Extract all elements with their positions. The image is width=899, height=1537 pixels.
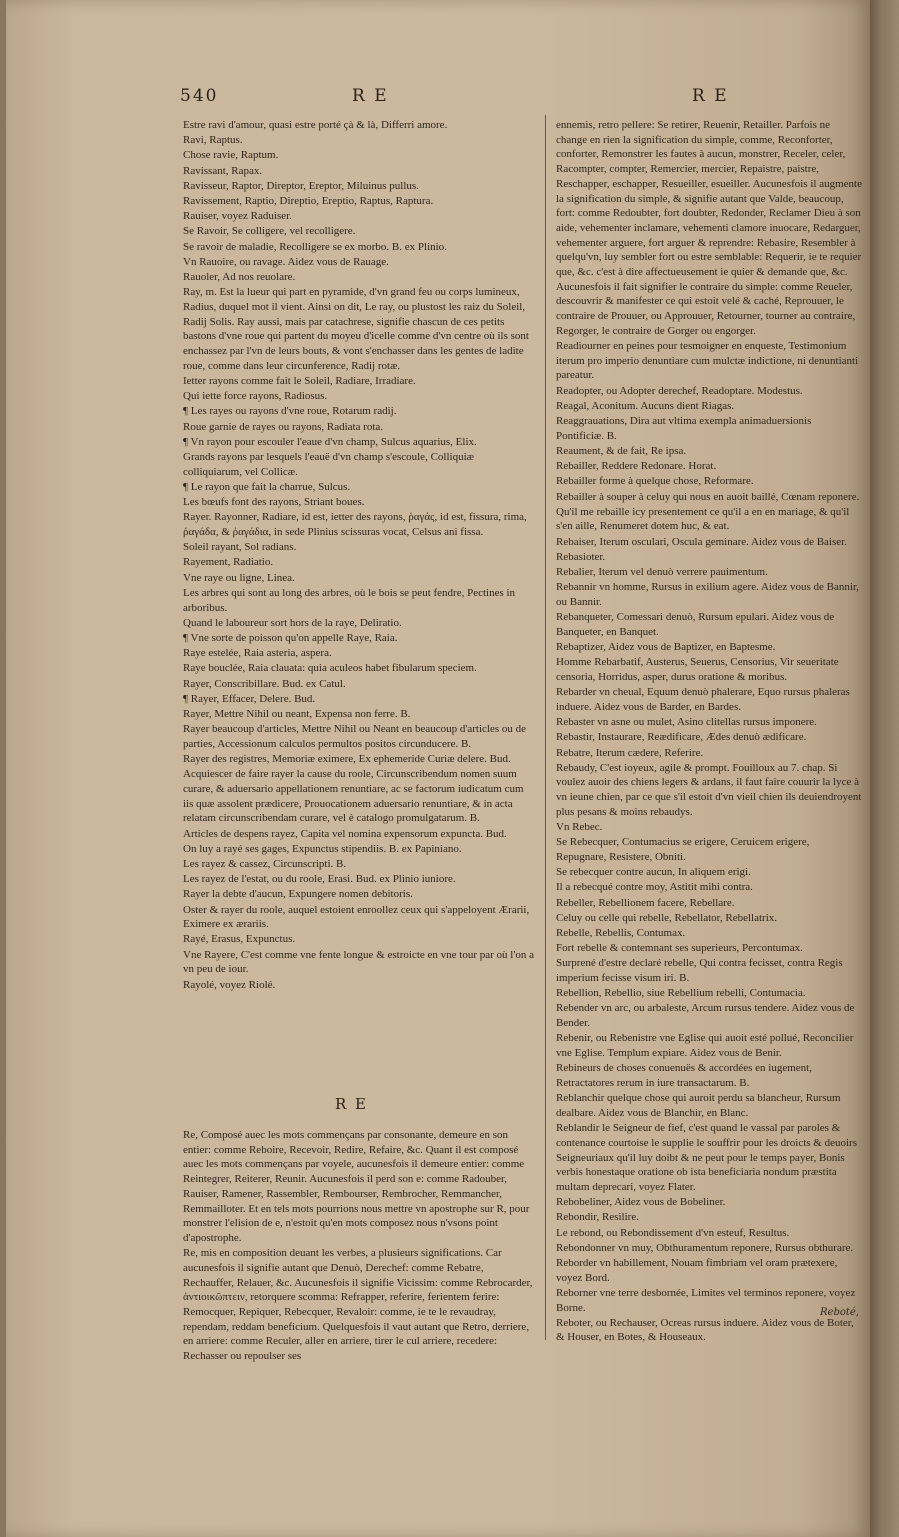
- dictionary-entry: Les bœufs font des rayons, Striant boues.: [183, 496, 365, 509]
- dictionary-entry: Oster & rayer du roole, auquel estoient enroollez ceux qui s'appeloyent Ærarii, Eximere ex ærariis.: [183, 903, 530, 931]
- dictionary-entry: Reborder vn habillement, Nouam fimbriam vel oram prætexere, voyez Bord.: [556, 1256, 838, 1284]
- dictionary-entry: Readopter, ou Adopter derechef, Readoptare. Modestus.: [556, 384, 803, 397]
- dictionary-entry: Rebarder vn cheual, Equum denuò phalerare, Equo rursus phaleras induere. Aidez vous de Barder, en Bardes.: [556, 686, 850, 713]
- dictionary-entry: ¶ Vn rayon pour escouler l'eaue d'vn champ, Sulcus aquarius, Elix.: [183, 435, 477, 448]
- dictionary-entry: Rauoler, Ad nos reuolare.: [183, 271, 296, 284]
- dictionary-entry: Roue garnie de rayes ou rayons, Radiata rota.: [183, 420, 384, 433]
- dictionary-entry: Rebondir, Resilire.: [556, 1211, 639, 1224]
- dictionary-entry: Homme Rebarbatif, Austerus, Seuerus, Censorius, Vir seueritate censoria, Horridus, asper, durus oratione & moribus.: [556, 656, 839, 684]
- dictionary-entry: Rebender vn arc, ou arbaleste, Arcum rursus tendere. Aidez vous de Bender.: [556, 1002, 855, 1030]
- dictionary-entry: Re, Composé auec les mots commençans par consonante, demeure en son entier: comme Reboire, Recevoir, Redire, Refaire, &c. Quant il est composé auec les mots commençans par voyele, aucunesfois il demeure entier: comme Reintegrer, Reiterer, Reunir. Aucunesfois il perd son e: comme Radouber, Rauiser, Ramener, Rassembler, Rembourser, Rembrocher, Remmancher, Remmailloter. Et en tels mots pourrions nous mettre vn apostrophe sur R, pour monstrer l'elision de e, n'estoit qu'en mots composez nous n'vsons point d'apostrophe.: [183, 1129, 530, 1244]
- dictionary-entry: Rebellion, Rebellio, siue Rebellium rebelli, Contumacia.: [556, 987, 806, 1000]
- dictionary-entry: Reaument, & de fait, Re ipsa.: [556, 444, 687, 457]
- dictionary-entry: Surprené d'estre declaré rebelle, Qui contra fecisset, contra Regis imperium fecisse visum iri. B.: [556, 957, 843, 985]
- dictionary-entry: Se Ravoir, Se colligere, vel recolligere.: [183, 225, 356, 238]
- dictionary-entry: Ravissant, Rapax.: [183, 164, 263, 177]
- dictionary-entry: Vn Rebec.: [556, 821, 603, 834]
- dictionary-entry: Rebailler, Reddere Redonare. Horat.: [556, 460, 717, 473]
- dictionary-entry: ¶ Le rayon que fait la charrue, Sulcus.: [183, 480, 351, 493]
- dictionary-entry: Chose ravie, Raptum.: [183, 149, 279, 162]
- dictionary-entry: ¶ Vne sorte de poisson qu'on appelle Raye, Raia.: [183, 631, 398, 644]
- catchword: Reboté,: [820, 1307, 859, 1318]
- dictionary-entry: Qui iette force rayons, Radiosus.: [183, 390, 328, 403]
- dictionary-entry: Fort rebelle & contemnant ses superieurs, Percontumax.: [556, 942, 803, 955]
- dictionary-entry: Se ravoir de maladie, Recolligere se ex morbo. B. ex Plinio.: [183, 240, 447, 253]
- dictionary-entry: Rebailler à souper à celuy qui nous en auoit baillé, Cœnam reponere.: [556, 490, 860, 503]
- dictionary-entry: ¶ Les rayes ou rayons d'vne roue, Rotarum radij.: [183, 405, 397, 418]
- dictionary-entry: Rebailler forme à quelque chose, Reformare.: [556, 475, 754, 488]
- dictionary-entry: Rebaudy, C'est ioyeux, agile & prompt. Fouilloux au 7. chap. Si voulez auoir des chiens legers & ardans, il faut faire couurir la lyce à vn ieune chien, par ce que s'il estoit d'vn vieil chien ils deuiendroyent plus pesans & moins rebaudys.: [556, 761, 862, 818]
- dictionary-entry: Les rayez de l'estat, ou du roole, Erasi. Bud. ex Plinio iuniore.: [183, 873, 456, 886]
- dictionary-entry: Rebastir, Instaurare, Reædificare, Ædes denuò ædificare.: [556, 731, 807, 744]
- dictionary-entry: Reborner vne terre desbornée, Limites vel terminos reponere, voyez Borne.: [556, 1286, 856, 1314]
- dictionary-entry: Acquiescer de faire rayer la cause du roole, Circunscribendum nomen suum curare, & aduersario appellationem renuntiare, ac se factorum iudicatum cum iis quæ assolent prædicere, Prouocationem aduersario renuntiare, & in acta relatam circunscribendam curare, vel è catalogo promulgatarum. B.: [183, 768, 524, 825]
- dictionary-entry: Se rebecquer contre aucun, In aliquem erigi.: [556, 866, 751, 879]
- dictionary-entry: Rebasioter.: [556, 550, 606, 563]
- dictionary-entry: Rebaiser, Iterum osculari, Oscula geminare. Aidez vous de Baiser.: [556, 535, 847, 548]
- left-running-head: R E: [352, 86, 389, 106]
- dictionary-entry: Rayer. Rayonner, Radiare, id est, ietter des rayons, ῥαγάς, id est, fissura, rima, ῥαγάδα, & ῥαγάδια, in sede Plinius scissuras vocat, Celsus ani fissa.: [183, 511, 527, 538]
- dictionary-entry: Ietter rayons comme fait le Soleil, Radiare, Irradiare.: [183, 374, 416, 387]
- dictionary-entry: Rayer la debte d'aucun, Expungere nomen debitoris.: [183, 888, 413, 901]
- dictionary-entry: Se Rebecquer, Contumacius se erigere, Ceruicem erigere, Repugnare, Resistere, Obniti.: [556, 836, 810, 863]
- dictionary-entry: Qu'il me rebaille icy presentement ce qu'il a en en mariage, & qu'il s'en aille, Renumeret dotem huc, & eat.: [556, 505, 850, 533]
- dictionary-entry: Articles de despens rayez, Capita vel nomina expensorum expuncta. Bud.: [183, 827, 507, 840]
- left-column: [183, 118, 535, 1088]
- dictionary-entry: Rebalier, Iterum vel denuò verrere pauimentum.: [556, 566, 768, 579]
- dictionary-entry: Rebaptizer, Aidez vous de Baptizer, en Baptesme.: [556, 641, 776, 654]
- dictionary-entry: Reblanchir quelque chose qui auroit perdu sa blancheur, Rursum dealbare. Aidez vous de Blanchir, en Blanc.: [556, 1092, 841, 1119]
- dictionary-entry: Les rayez & cassez, Circunscripti. B.: [183, 857, 347, 870]
- dictionary-entry: Grands rayons par lesquels l'eauë d'vn champ s'escoule, Colliquiæ colliquiarum, vel Collicæ.: [183, 450, 474, 478]
- dictionary-entry: Raye estelée, Raia asteria, aspera.: [183, 647, 332, 660]
- dictionary-entry: Rebanqueter, Comessari denuò, Rursum epulari. Aidez vous de Banqueter, en Banquet.: [556, 611, 835, 638]
- dictionary-entry: Rayolé, voyez Riolé.: [183, 978, 276, 991]
- dictionary-entry: Reblandir le Seigneur de fief, c'est quand le vassal par paroles & contenance courtoise le supplie le souffrir pour les droicts & deuoirs Seigneuriaux qu'il luy doibt & ne peut pour le temps payer, Bonis verbis honestaque oratione ob ista beneficiaria nondum præstita multam deprecari, voyez Flater.: [556, 1122, 857, 1193]
- dictionary-entry: Rebineurs de choses conuenuës & accordées en iugement, Retractatores rerum in iure transactarum. B.: [556, 1062, 812, 1089]
- dictionary-entry: Estre ravi d'amour, quasi estre porté çà & là, Differri amore.: [183, 119, 448, 131]
- dictionary-entry: Reboter, ou Rechauser, Ocreas rursus induere. Aidez vous de Boter, & Houser, en Botes, & Houseaux.: [556, 1316, 854, 1344]
- dictionary-entry: Rebatre, Iterum cædere, Referire.: [556, 746, 704, 759]
- left-section-entries: [183, 1128, 535, 1363]
- dictionary-entry: Rauiser, voyez Raduiser.: [183, 210, 292, 223]
- dictionary-entry: Ray, m. Est la lueur qui part en pyramide, d'vn grand feu ou corps lumineux, Radius, duquel mot il vient. Ainsi on dit, Le ray, ou plustost les raiz du Soleil, Radij Solis. Ray aussi, mais par catachrese, signifie chascun de ces petits bastons d'vne roue qui partent du moyeu d'icelle comme d'vn centre où ils sont enchassez par l'vn de leurs bouts, & vont s'enchasser dans les gentes de ladite roue, comme dans leur circunference, Radij rotæ.: [183, 286, 529, 372]
- dictionary-entry: Vn Rauoire, ou ravage. Aidez vous de Rauage.: [183, 255, 389, 268]
- dictionary-entry: On luy a rayé ses gages, Expunctus stipendiis. B. ex Papiniano.: [183, 842, 462, 855]
- dictionary-entry: Celuy ou celle qui rebelle, Rebellator, Rebellatrix.: [556, 911, 778, 924]
- dictionary-entry: Rebelle, Rebellis, Contumax.: [556, 926, 686, 939]
- dictionary-entry: Reaggrauations, Dira aut vltima exempla animaduersionis Pontificiæ. B.: [556, 415, 812, 442]
- column-rule: [545, 115, 546, 1340]
- page-edge: [870, 0, 899, 1537]
- dictionary-entry: Soleil rayant, Sol radians.: [183, 541, 297, 554]
- dictionary-entry: Il a rebecqué contre moy, Astitit mihi contra.: [556, 881, 753, 894]
- dictionary-entry: Re, mis en composition deuant les verbes, a plusieurs significations. Car aucunesfois il signifie autant que Denuò, Derechef: comme Rebatre, Rechauffer, Relauer, &c. Aucunesfois il signifie Vicissim: comme Rebrocarder, ἀντιοικῶπτειν, retorquere scomma: Refrapper, referire, ferientem ferire: Remocquer, Repiquer, Rebecquer, Revaloir: comme, ie te le revaudray, rependam, reddam beneficium. Quelquesfois il vaut autant que Retro, derriere, en arriere: comme Reculer, aller en arriere, tirer le cul arriere, recedere: Rechasser ou repoulser ses: [183, 1247, 533, 1363]
- right-running-head: R E: [692, 86, 729, 106]
- dictionary-entry: Le rebond, ou Rebondissement d'vn esteuf, Resultus.: [556, 1226, 790, 1239]
- dictionary-entry: Rayé, Erasus, Expunctus.: [183, 933, 296, 946]
- dictionary-entry: Rebenir, ou Rebenistre vne Eglise qui auoit esté pollué, Reconcilier vne Eglise. Templum expiare. Aidez vous de Benir.: [556, 1032, 854, 1060]
- dictionary-entry: Raye bouclée, Raia clauata: quia aculeos habet fibularum speciem.: [183, 662, 477, 675]
- dictionary-entry: Rayement, Radiatio.: [183, 556, 274, 569]
- dictionary-entry: Readiourner en peines pour tesmoigner en enqueste, Testimonium iterum pro imperio denuntiare cum mulctæ indictione, ni denuntianti pareatur.: [556, 340, 859, 382]
- dictionary-entry: Rayer, Mettre Nihil ou neant, Expensa non ferre. B.: [183, 707, 411, 720]
- dictionary-entry: Quand le laboureur sort hors de la raye, Deliratio.: [183, 616, 402, 629]
- dictionary-entry: Reagal, Aconitum. Aucuns dient Riagas.: [556, 399, 735, 412]
- dictionary-entry: Rayer des registres, Memoriæ eximere, Ex ephemeride Curiæ delere. Bud.: [183, 753, 511, 766]
- page-number: 540: [180, 86, 219, 106]
- dictionary-entry: Ravissement, Raptio, Direptio, Ereptio, Raptus, Raptura.: [183, 195, 434, 208]
- section-heading: R E: [335, 1095, 369, 1113]
- dictionary-entry: ennemis, retro pellere: Se retirer, Reuenir, Retailler. Parfois ne change en rien la signification du simple, comme, Reconforter, conforter, Remonstrer les fautes à aucun, monstrer, Receler, celer, Racompter, compter, Remercier, mercier, Repaistre, paistre, Reschapper, eschapper, Resueiller, esueiller. Aucunesfois il augmente la signification du simple, & signifie autant que Valde, beaucoup, fort: comme Redoubter, fort doubter, Redonder, Reclamer Dieu à son aide, vehementer inclamare, vehementi clamore inuocare, Redarguer, vehementer arguere, fort arguer & reprendre: Rebasire, Resembler à quelqu'vn, luy sembler fort ou estre semblable: Requerir, ie te requier que, &c. c'est à dire affectueusement ie quier & demande que, &c. Aucunesfois il fait signifier le contraire du simple: comme Reueler, descouvrir & manifester ce qui estoit velé & caché, Reprouuer, le contraire de Prouuer, ou Approuuer, Retourner, tourner au contraire, Regorger, le contraire de Gorger ou engorger.: [556, 119, 862, 337]
- dictionary-entry: Rebaster vn asne ou mulet, Asino clitellas rursus imponere.: [556, 716, 817, 729]
- dictionary-entry: Ravisseur, Raptor, Direptor, Ereptor, Miluinus pullus.: [183, 179, 419, 192]
- dictionary-entry: Les arbres qui sont au long des arbres, où le bois se peut fendre, Pectines in arboribus.: [183, 586, 516, 614]
- dictionary-entry: Rebeller, Rebellionem facere, Rebellare.: [556, 896, 735, 909]
- dictionary-entry: Vne Rayere, C'est comme vne fente longue & estroicte en vne tour par où l'on a vn peu de iour.: [183, 948, 534, 976]
- dictionary-entry: Rayer beaucoup d'articles, Mettre Nihil ou Neant en beaucoup d'articles ou de parties, Accessionum calculos permultos positos circunducere. B.: [183, 723, 527, 750]
- dictionary-entry: Ravi, Raptus.: [183, 134, 243, 147]
- dictionary-entry: Vne raye ou ligne, Linea.: [183, 571, 295, 584]
- dictionary-entry: ¶ Rayer, Effacer, Delere. Bud.: [183, 692, 316, 705]
- dictionary-entry: Rebannir vn homme, Rursus in exilium agere. Aidez vous de Bannir, ou Bannir.: [556, 581, 859, 608]
- dictionary-entry: Rebondonner vn muy, Obthuramentum reponere, Rursus obthurare.: [556, 1241, 854, 1254]
- dictionary-entry: Rayer, Conscribillare. Bud. ex Catul.: [183, 677, 346, 690]
- dictionary-entry: Rebobeliner, Aidez vous de Bobeliner.: [556, 1196, 726, 1209]
